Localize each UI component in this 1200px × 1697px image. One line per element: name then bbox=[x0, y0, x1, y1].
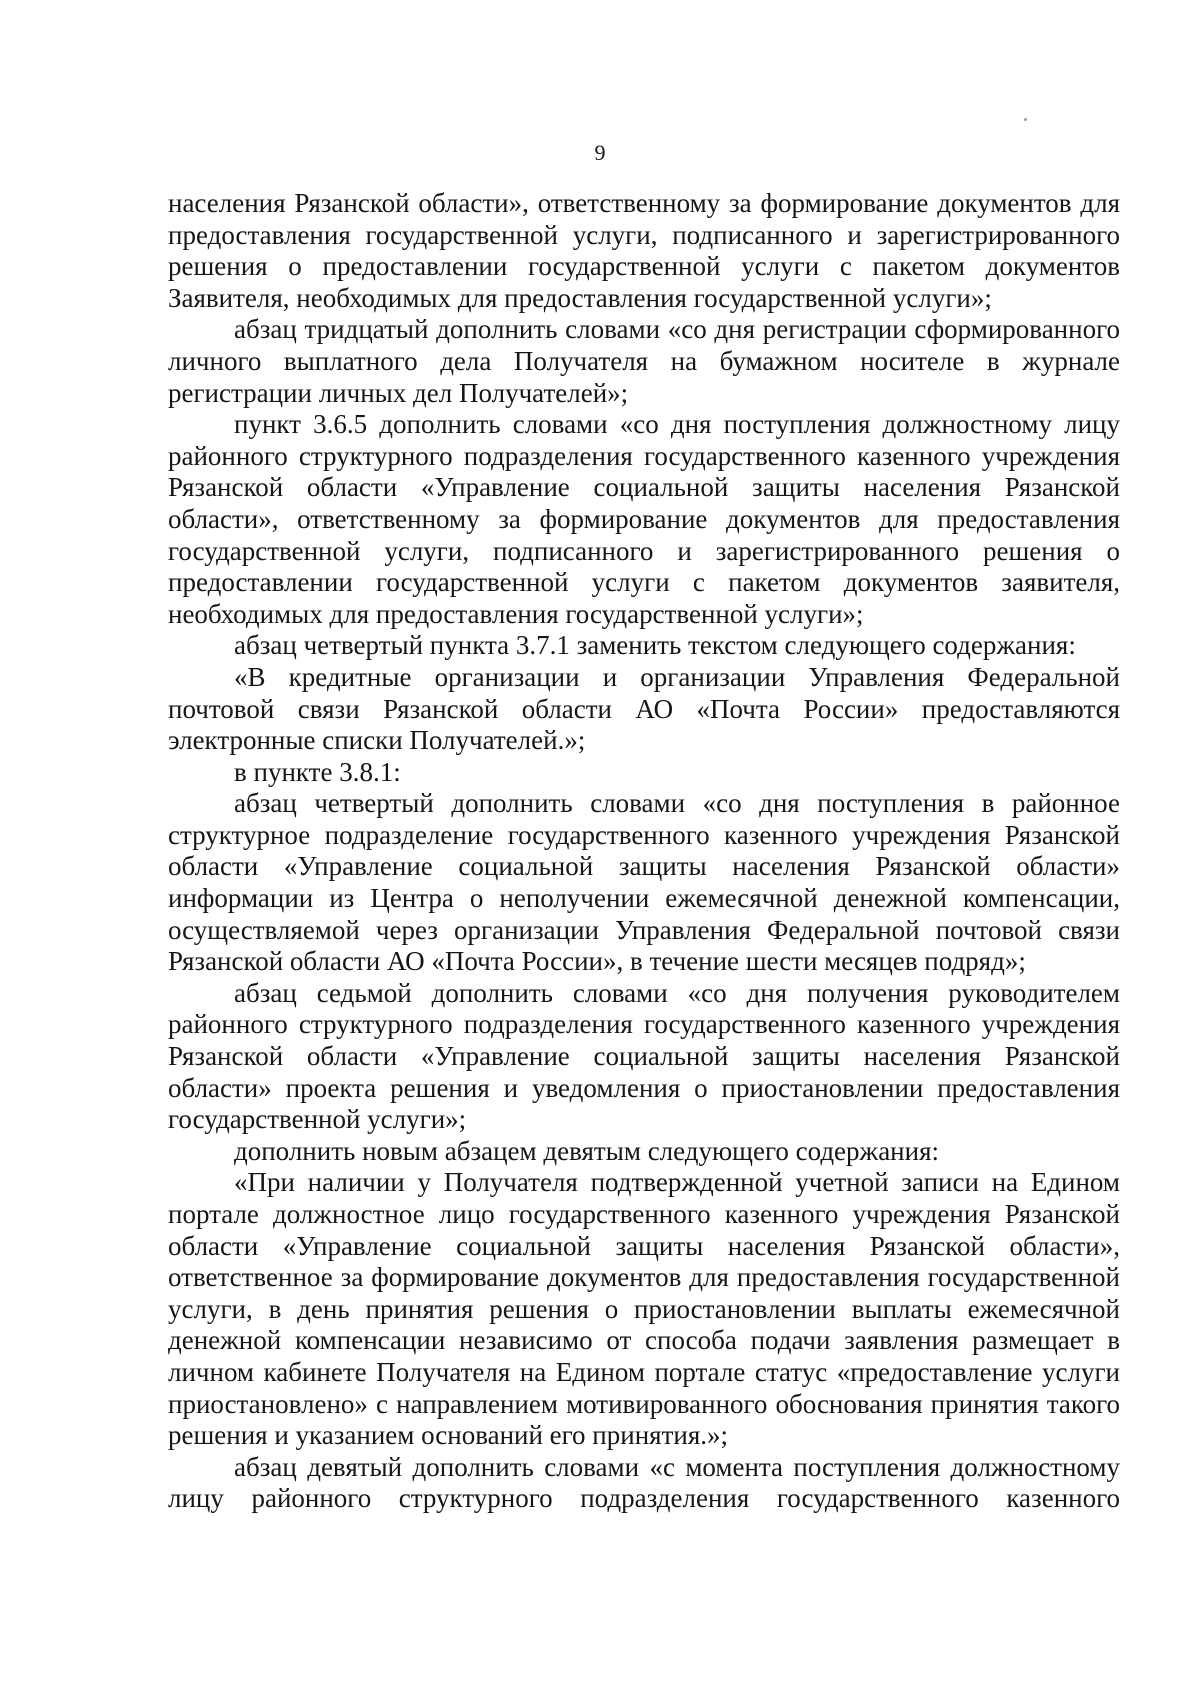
paragraph-quote-portal: «При наличии у Получателя подтвержденной учетной записи на Едином портале должностное лицо государственного казенного учреждения Рязанской области «Управление социальной защиты населения Рязанской области», ответственное за формирование документов для предоставления государственной услуги, в день принятия решения о приостановлении выплаты ежемесячной денежной компенсации независимо от способа подачи заявления размещает в личном кабинете Получателя на Едином портале статус «предоставление услуги приостановлено» с направлением мотивированного обоснования принятия такого решения и указанием оснований его принятия.»; bbox=[168, 1167, 1120, 1451]
paragraph-abzac-9: абзац девятый дополнить словами «с момента поступления должностному лицу районного структурного подразделения государственного казенного bbox=[168, 1451, 1120, 1514]
paragraph-abzac-4: абзац четвертый дополнить словами «со дня поступления в районное структурное подразделение государственного казенного учреждения Рязанской области «Управление социальной защиты населения Рязанской области» информации из Центра о неполучении ежемесячной денежной компенсации, осуществляемой через организации Управления Федеральной почтовой связи Рязанской области АО «Почта России», в течение шести месяцев подряд»; bbox=[168, 788, 1120, 977]
paragraph-punkt-3-6-5: пункт 3.6.5 дополнить словами «со дня поступления должностному лицу районного структурного подразделения государственного казенного учреждения Рязанской области «Управление социальной защиты населения Рязанской области», ответственному за формирование документов для предоставления государственной услуги, подписанного и зарегистрированного решения о предоставлении государственной услуги с пакетом документов заявителя, необходимых для предоставления государственной услуги»; bbox=[168, 409, 1120, 629]
paragraph-continuation: населения Рязанской области», ответственному за формирование документов для предоставления государственной услуги, подписанного и зарегистрированного решения о предоставлении государственной услуги с пакетом документов Заявителя, необходимых для предоставления государственной услуги»; bbox=[168, 188, 1120, 313]
paragraph-quote-credit-orgs: «В кредитные организации и организации Управления Федеральной почтовой связи Рязанской области АО «Почта России» предоставляются электронные списки Получателей.»; bbox=[168, 661, 1120, 756]
paragraph-punkt-3-7-1: абзац четвертый пункта 3.7.1 заменить текстом следующего содержания: bbox=[234, 630, 1076, 661]
document-body bbox=[168, 188, 1120, 1515]
paragraph-abzac-30: абзац тридцатый дополнить словами «со дня регистрации сформированного личного выплатного дела Получателя на бумажном носителе в журнале регистрации личных дел Получателей»; bbox=[168, 314, 1120, 408]
paragraph-abzac-7: абзац седьмой дополнить словами «со дня получения руководителем районного структурного подразделения государственного казенного учреждения Рязанской области «Управление социальной защиты населения Рязанской области» проекта решения и уведомления о приостановлении предоставления государственной услуги»; bbox=[168, 977, 1120, 1135]
page-number: 9 bbox=[594, 140, 606, 165]
paragraph-new-abzac-9: дополнить новым абзацем девятым следующего содержания: bbox=[234, 1135, 939, 1166]
paragraph-punkt-3-8-1: в пункте 3.8.1: bbox=[234, 756, 401, 787]
scan-speck bbox=[1024, 118, 1027, 121]
